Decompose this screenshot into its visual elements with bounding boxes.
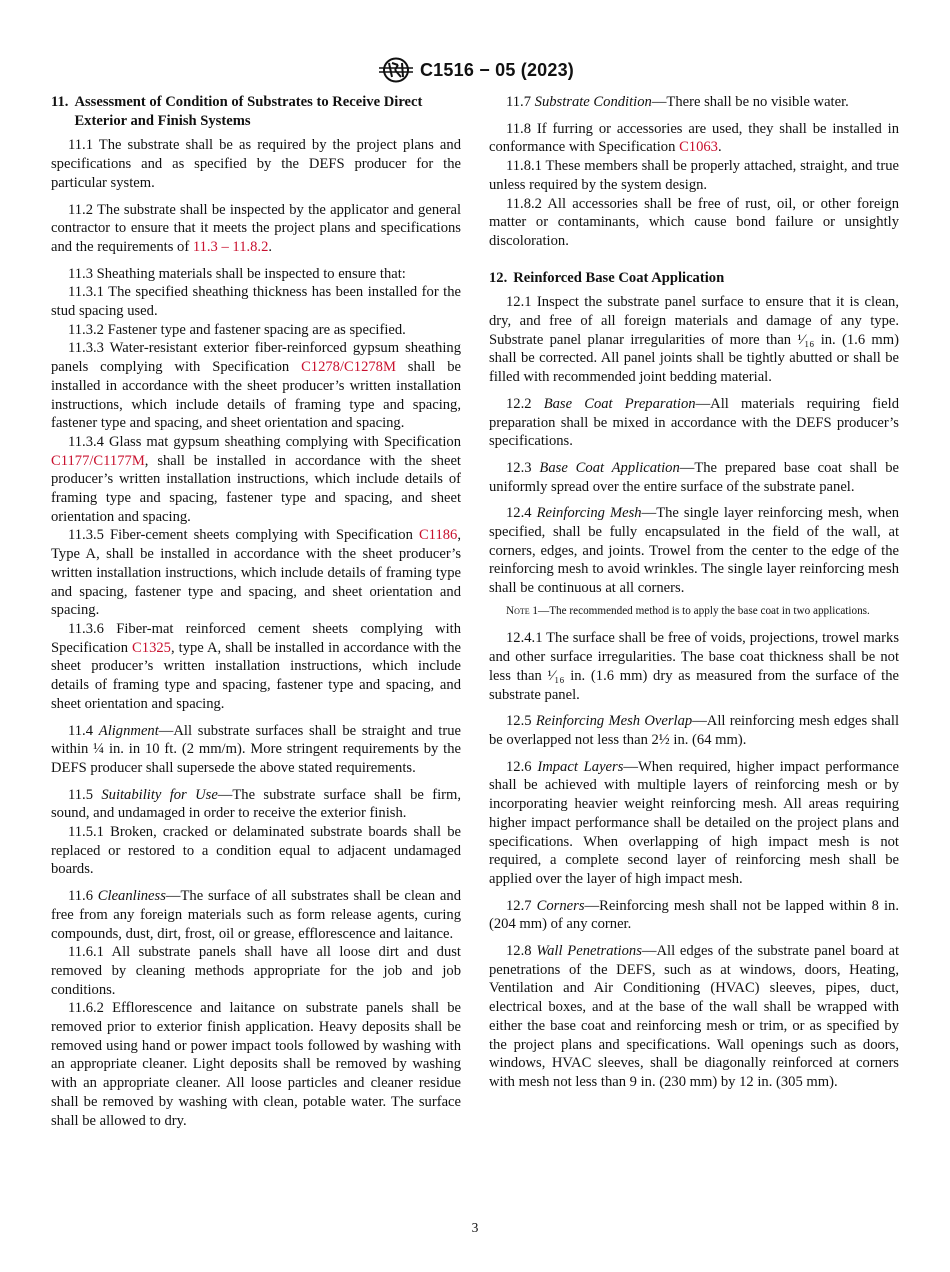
section-12-heading	[489, 269, 899, 288]
note-label: Note 1	[506, 604, 539, 617]
paragraph-11-6-2: 11.6.2 Efflorescence and laitance on substrate panels shall be removed prior to exterior finish application. Heavy deposits shall be removed using hand or power impact tools followed by washing with an appropriate cleaner. Light deposits shall be removed by washing with an appropriate cleaner. All loose particles and cleaner residue shall be removed by washing with clean, potable water. The surface shall be allowed to dry.	[51, 1000, 461, 1129]
section-title: Reinforced Base Coat Application	[513, 269, 725, 286]
spec-link-c1325[interactable]: C1325	[132, 639, 171, 656]
page-header	[0, 56, 950, 84]
paragraph-11-3-6: 11.3.6 Fiber-mat reinforced cement sheets complying with Specification C1325, type A, shall be installed in accordance with the sheet producer’s written installation instructions, which include details of framing type and spacing, fastener type and spacing, and sheet orientation and spacing.	[51, 620, 461, 712]
spec-link-c1063[interactable]: C1063	[679, 139, 718, 156]
section-reference-link[interactable]: 11.3 – 11.8.2	[192, 238, 269, 255]
paragraph-11-3-1: 11.3.1 The specified sheathing thickness has been installed for the stud spacing used.	[51, 284, 461, 320]
paragraph-11-3-4: 11.3.4 Glass mat gypsum sheathing complying with Specification C1177/C1177M, shall be installed in accordance with the sheet producer’s written installation instructions, which include details of framing type and spacing, fastener type and spacing, and sheet orientation and spacing.	[51, 433, 461, 525]
spec-link-c1278[interactable]: C1278/C1278M	[301, 359, 396, 376]
right-column	[489, 93, 899, 1092]
paragraph-11-8: 11.8 If furring or accessories are used, they shall be installed in conformance with Specification C1063.	[489, 120, 899, 156]
document-id: C1516 − 05 (2023)	[419, 59, 574, 80]
paragraph-11-5: 11.5 Suitability for Use—The substrate surface shall be firm, sound, and undamaged in order to receive the exterior finish.	[51, 786, 461, 822]
paragraph-11-3-3: 11.3.3 Water-resistant exterior fiber-reinforced gypsum sheathing panels complying with Specification C1278/C1278M shall be installed in accordance with the sheet producer’s written installation instructions, which include details of framing type and spacing, fastener type and spacing, and sheet orientation and spacing.	[51, 340, 461, 432]
spec-link-c1186[interactable]: C1186	[418, 527, 458, 544]
section-title: Assessment of Condition of Substrates to Receive Direct Exterior and Finish Systems	[74, 94, 423, 129]
paragraph-11-6-1: 11.6.1 All substrate panels shall have all loose dirt and dust removed by cleaning methods appropriate for the job and job conditions.	[51, 944, 461, 998]
spec-link-c1177[interactable]: C1177/C1177M	[51, 452, 145, 469]
paragraph-11-7: 11.7 Substrate Condition—There shall be no visible water.	[506, 94, 849, 110]
paragraph-11-6: 11.6 Cleanliness—The surface of all substrates shall be clean and free from any foreign materials such as form release agents, curing compounds, dust, dirt, frost, oil or grease, efflorescence and laitance.	[51, 888, 461, 942]
paragraph-11-8-1: 11.8.1 These members shall be properly attached, straight, and true unless required by the system design.	[489, 158, 899, 193]
left-column	[51, 93, 461, 1130]
paragraph-12-6: 12.6 Impact Layers—When required, higher impact performance shall be achieved with multiple layers of reinforcing mesh or by incorporating heavier weight reinforcing mesh. All areas requiring higher impact performance shall be detailed on the project plans and specifications. When overlapping of high impact mesh is not required, a complete second layer of reinforcing mesh shall be applied over the layer of high impact mesh.	[489, 758, 900, 887]
paragraph-12-7: 12.7 Corners—Reinforcing mesh shall not be lapped within 8 in. (204 mm) of any corner.	[489, 897, 899, 933]
paragraph-11-4: 11.4 Alignment—All substrate surfaces shall be straight and true within ¼ in. in 10 ft. (2 mm/m). More stringent requirements by the DEFS producer shall supersede the above stated requirements.	[51, 722, 461, 776]
section-number: 11.	[51, 94, 69, 110]
paragraph-11-2: 11.2 The substrate shall be inspected by the applicator and general contractor to ensure that it meets the project plans and specifications and the requirements of 11.3 – 11.8.2.	[51, 201, 461, 255]
section-number: 12.	[489, 269, 508, 286]
paragraph-12-5: 12.5 Reinforcing Mesh Overlap—All reinforcing mesh edges shall be overlapped not less than 2½ in. (64 mm).	[489, 713, 899, 748]
paragraph-11-3-5: 11.3.5 Fiber-cement sheets complying with Specification C1186, Type A, shall be installed in accordance with the sheet producer’s written installation instructions, which include details of framing type and spacing, fastener type and spacing, and sheet orientation and spacing.	[51, 527, 461, 619]
note-1: Note 1—The recommended method is to apply the base coat in two applications.	[506, 604, 870, 617]
section-11-heading	[51, 93, 461, 130]
paragraph-12-4: 12.4 Reinforcing Mesh—The single layer reinforcing mesh, when specified, shall be fully encapsulated in the field of the wall, at corners, edges, and joints. Trowel from the center to the edge of the reinforcing mesh to avoid wrinkles. The single layer reinforcing mesh shall be continuous at all corners.	[489, 505, 899, 597]
paragraph-12-8: 12.8 Wall Penetrations—All edges of the substrate panel board at penetrations of the DEFS, such as at windows, doors, Heating, Ventilation and Air Conditioning (HVAC) sleeves, pipes, duct, electrical boxes, and at the base of the wall shall be wrapped with either the base coat and reinforcing mesh or trim, or as specified by the project plans and specifications. Wall openings such as doors, windows, HVAC sleeves, shall be diagonally reinforced at corners with mesh not less than 9 in. (230 mm) by 12 in. (305 mm).	[489, 943, 899, 1090]
paragraph-11-3-2: 11.3.2 Fastener type and fastener spacing are as specified.	[68, 321, 406, 338]
paragraph-11-8-2: 11.8.2 All accessories shall be free of rust, oil, or other foreign matter or contaminants, which cause bond failure or unsightly discoloration.	[489, 195, 899, 249]
astm-logo-icon	[376, 57, 416, 83]
paragraph-12-3: 12.3 Base Coat Application—The prepared base coat shall be uniformly spread over the entire surface of the substrate panel.	[489, 459, 899, 495]
paragraph-12-1: 12.1 Inspect the substrate panel surface to ensure that it is clean, dry, and free of all foreign materials and damage of any type. Substrate panel planar irregularities of more than ¹⁄₁₆ in. (1.6 mm) shall be corrected. All panel joints shall be tightly abutted or shall be filled with recommended joint bedding material.	[489, 294, 899, 386]
paragraph-11-5-1: 11.5.1 Broken, cracked or delaminated substrate boards shall be replaced or restored to a condition equal to adjacent undamaged boards.	[51, 824, 461, 878]
paragraph-11-1: 11.1 The substrate shall be as required by the project plans and specifications and as specified by the DEFS producer for the particular system.	[51, 137, 461, 191]
page-number: 3	[471, 1220, 479, 1235]
paragraph-12-4-1: 12.4.1 The surface shall be free of voids, projections, trowel marks and other surface irregularities. The base coat thickness shall be not less than ¹⁄₁₆ in. (1.6 mm) dry as measured from the surface of the substrate panel.	[489, 630, 899, 703]
paragraph-11-3: 11.3 Sheathing materials shall be inspected to ensure that:	[68, 265, 406, 282]
paragraph-12-2: 12.2 Base Coat Preparation—All materials requiring field preparation shall be mixed in accordance with the DEFS producer’s specifications.	[489, 395, 900, 450]
